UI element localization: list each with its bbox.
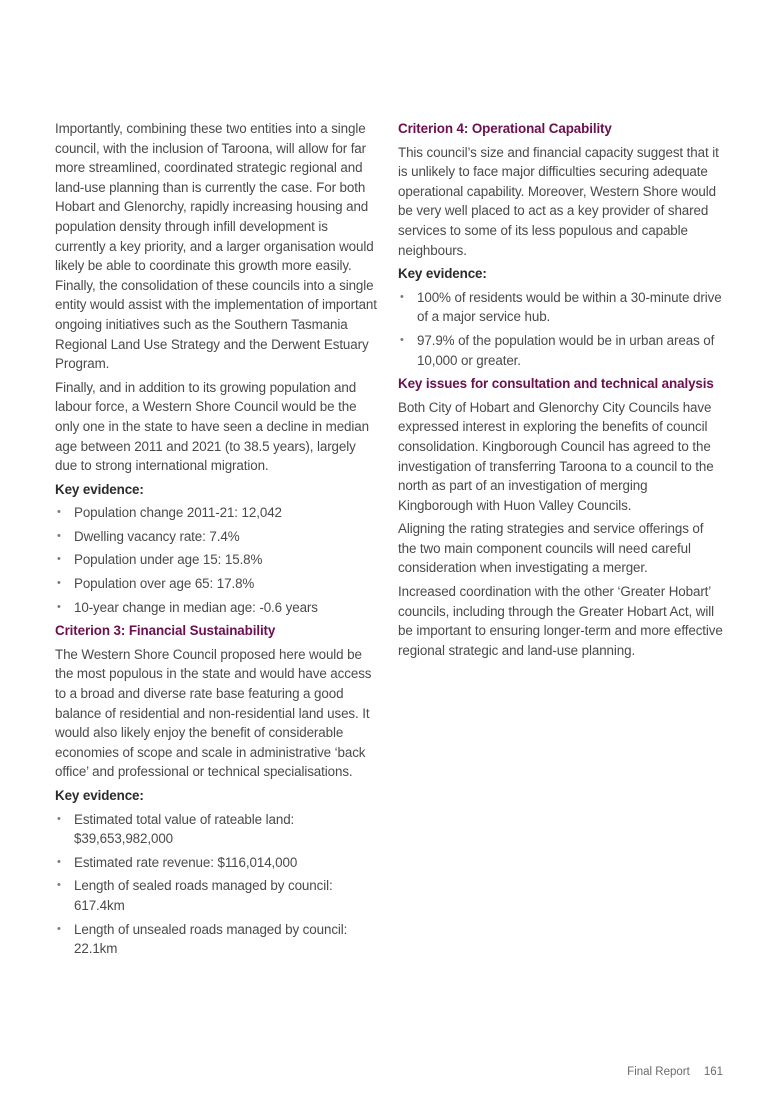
median-age-paragraph: Finally, and in addition to its growing population and labour force, a Western Shore Council would be the only one in the state to have seen a decline in median age between 2011 and 2021 (to 38.5 years), largely due to strong international migration.: [55, 379, 369, 474]
key-evidence-heading: Key evidence:: [398, 266, 487, 282]
bullet-icon: •: [57, 553, 61, 566]
list-item: • Population change 2011-21: 12,042: [55, 503, 377, 523]
key-evidence-list: [55, 810, 377, 959]
bullet-icon: •: [400, 333, 404, 346]
key-evidence-list: [398, 288, 724, 370]
key-issues-heading: Key issues for consultation and technical analysis: [398, 376, 714, 392]
bullet-icon: •: [57, 855, 61, 868]
bullet-icon: •: [57, 812, 61, 825]
page-footer: [627, 1066, 723, 1078]
list-item: • Length of unsealed roads managed by council: 22.1km: [57, 921, 348, 957]
list-item: • 97.9% of the population would be in urban areas of 10,000 or greater.: [400, 332, 715, 368]
bullet-icon: •: [57, 577, 61, 590]
list-item: • Estimated total value of rateable land: $39,653,982,000: [57, 811, 295, 847]
left-column: [55, 119, 377, 963]
bullet-icon: •: [57, 879, 61, 892]
bullet-icon: •: [57, 600, 61, 613]
right-column: [398, 119, 724, 664]
list-item: • Population over age 65: 17.8%: [55, 574, 377, 594]
bullet-icon: •: [57, 506, 61, 519]
key-evidence-list: [55, 503, 377, 617]
key-evidence-heading: Key evidence:: [55, 788, 144, 803]
list-item: • 100% of residents would be within a 30-minute drive of a major service hub.: [400, 289, 722, 325]
list-item: • Population under age 15: 15.8%: [55, 550, 377, 570]
criterion-4-heading: Criterion 4: Operational Capability: [398, 121, 612, 136]
bullet-icon: •: [400, 290, 404, 303]
key-issues-paragraph: Increased coordination with the other ‘Greater Hobart’ councils, including through the Greater Hobart Act, will be important to ensuring longer-term and more effective regional strategic and land-use planning.: [398, 584, 723, 658]
key-issues-paragraph: Aligning the rating strategies and service offerings of the two main component councils will need careful consideration when investigating a merger.: [398, 521, 704, 576]
page-number: 161: [703, 1066, 723, 1078]
key-issues-paragraph: Both City of Hobart and Glenorchy City Councils have expressed interest in exploring the benefits of council consolidation. Kingborough Council has agreed to the investigation of transferring Taroona to a council to the north as part of an investigation of merging Kingborough with Huon Valley Councils.: [398, 399, 714, 513]
report-label: Final Report: [627, 1066, 690, 1078]
list-item: • Estimated rate revenue: $116,014,000: [55, 853, 377, 873]
bullet-icon: •: [57, 529, 61, 542]
criterion-3-heading: Criterion 3: Financial Sustainability: [55, 623, 276, 639]
intro-paragraph: Importantly, combining these two entities into a single council, with the inclusion of Taroona, will allow for far more streamlined, coordinated strategic regional and land-use planning than is currently the case. For both Hobart and Glenorchy, rapidly increasing housing and population density through infill development is currently a key priority, and a larger organisation would likely be able to coordinate this growth more easily. Finally, the consolidation of these councils into a single entity would assist with the implementation of important ongoing initiatives such as the Southern Tasmania Regional Land Use Strategy and the Derwent Estuary Program.: [55, 121, 377, 372]
criterion-4-paragraph: This council’s size and financial capacity suggest that it is unlikely to face major difficulties securing adequate operational capability. Moreover, Western Shore would be very well placed to act as a key provider of shared services to some of its less populous and capable neighbours.: [398, 144, 719, 258]
bullet-icon: •: [57, 922, 61, 935]
list-item: • 10-year change in median age: -0.6 years: [55, 598, 377, 618]
criterion-3-paragraph: The Western Shore Council proposed here would be the most populous in the state and would have access to a broad and diverse rate base featuring a good balance of residential and non-residential land uses. It would also likely enjoy the benefit of considerable economies of scope and scale in administrative ‘back office’ and professional or technical specialisations.: [55, 646, 372, 780]
list-item: • Dwelling vacancy rate: 7.4%: [55, 527, 377, 547]
key-evidence-heading: Key evidence:: [55, 481, 144, 497]
list-item: • Length of sealed roads managed by council: 617.4km: [57, 878, 333, 913]
